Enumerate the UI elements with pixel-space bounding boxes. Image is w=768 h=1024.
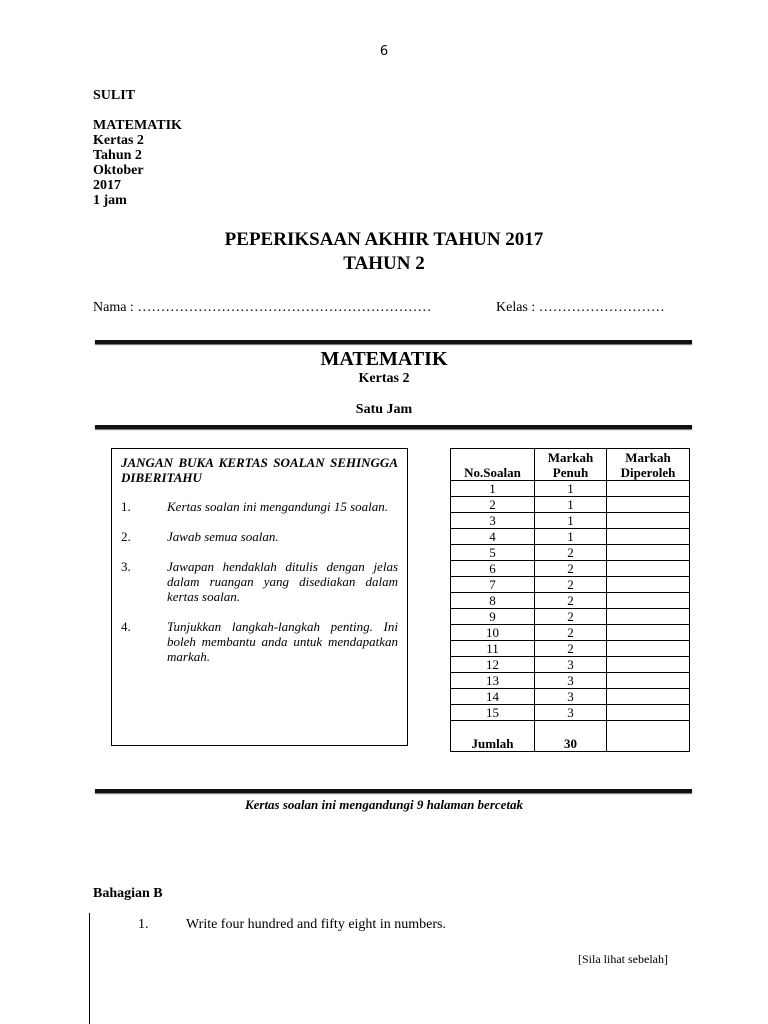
full-marks-cell: 1 xyxy=(535,529,607,545)
exam-title xyxy=(0,228,768,276)
meta-paper: Kertas 2 xyxy=(93,133,144,148)
header-marks-obtained: Markah Diperoleh xyxy=(607,449,690,481)
obtained-marks-cell[interactable] xyxy=(607,673,690,689)
question-text: Write four hundred and fifty eight in numbers. xyxy=(186,917,446,932)
header-full-marks: Markah Penuh xyxy=(535,449,607,481)
instruction-text: Kertas soalan ini mengandungi 15 soalan. xyxy=(167,499,389,514)
obtained-marks-cell[interactable] xyxy=(607,545,690,561)
instruction-text: Jawapan hendaklah ditulis dengan jelas dalam ruangan yang disediakan dalam kertas soalan. xyxy=(167,559,398,604)
full-marks-cell: 2 xyxy=(535,593,607,609)
obtained-marks-cell[interactable] xyxy=(607,705,690,721)
obtained-marks-cell[interactable] xyxy=(607,689,690,705)
meta-year: 2017 xyxy=(93,178,121,193)
instruction-item xyxy=(121,619,398,664)
question-number: 1. xyxy=(138,917,149,932)
exam-title-line1: PEPERIKSAAN AKHIR TAHUN 2017 xyxy=(224,229,544,250)
instruction-number: 1. xyxy=(121,499,131,514)
full-marks-cell: 1 xyxy=(535,481,607,497)
obtained-marks-cell[interactable] xyxy=(607,625,690,641)
class-field[interactable]: Kelas : ……………………… xyxy=(496,300,665,315)
obtained-marks-cell[interactable] xyxy=(607,593,690,609)
instruction-item xyxy=(121,499,398,514)
margin-line xyxy=(89,913,90,1024)
table-row xyxy=(451,577,690,593)
question-number-cell: 2 xyxy=(451,497,535,513)
meta-month: Oktober xyxy=(93,163,144,178)
marks-total-row xyxy=(451,721,690,752)
meta-duration: 1 jam xyxy=(93,193,127,208)
header-question-no: No.Soalan xyxy=(451,449,535,481)
table-row xyxy=(451,561,690,577)
obtained-marks-cell[interactable] xyxy=(607,481,690,497)
subject-duration: Satu Jam xyxy=(355,402,413,417)
question-number-cell: 5 xyxy=(451,545,535,561)
obtained-marks-cell[interactable] xyxy=(607,577,690,593)
instruction-number: 2. xyxy=(121,529,131,544)
subject-title: MATEMATIK xyxy=(320,348,448,370)
name-field[interactable]: Nama : ……………………………………………………… xyxy=(93,300,432,315)
question-number-cell: 11 xyxy=(451,641,535,657)
divider-middle xyxy=(95,425,692,429)
instructions-box xyxy=(111,448,408,746)
table-row xyxy=(451,641,690,657)
obtained-marks-cell[interactable] xyxy=(607,513,690,529)
instruction-text: Jawab semua soalan. xyxy=(167,529,279,544)
divider-bottom xyxy=(95,789,692,793)
question-number-cell: 6 xyxy=(451,561,535,577)
page-number: 6 xyxy=(379,44,389,59)
question-number-cell: 7 xyxy=(451,577,535,593)
obtained-marks-cell[interactable] xyxy=(607,529,690,545)
turn-over-note: [Sila lihat sebelah] xyxy=(578,952,668,966)
table-row xyxy=(451,481,690,497)
table-row xyxy=(451,513,690,529)
obtained-marks-cell[interactable] xyxy=(607,657,690,673)
full-marks-cell: 1 xyxy=(535,513,607,529)
question-number-cell: 12 xyxy=(451,657,535,673)
total-label: Jumlah xyxy=(451,721,535,752)
table-row xyxy=(451,705,690,721)
table-row xyxy=(451,625,690,641)
table-row xyxy=(451,529,690,545)
instruction-item xyxy=(121,559,398,604)
question-number-cell: 1 xyxy=(451,481,535,497)
instruction-number: 3. xyxy=(121,559,131,574)
question-number-cell: 8 xyxy=(451,593,535,609)
obtained-marks-cell[interactable] xyxy=(607,641,690,657)
full-marks-cell: 2 xyxy=(535,577,607,593)
exam-title-line2: TAHUN 2 xyxy=(343,253,425,274)
divider-top xyxy=(95,340,692,344)
meta-year-level: Tahun 2 xyxy=(93,148,142,163)
marks-table-body xyxy=(451,481,690,721)
table-row xyxy=(451,497,690,513)
question-number-cell: 14 xyxy=(451,689,535,705)
question-number-cell: 13 xyxy=(451,673,535,689)
table-row xyxy=(451,545,690,561)
exam-meta xyxy=(93,118,182,208)
meta-subject: MATEMATIK xyxy=(93,118,182,133)
obtained-marks-cell[interactable] xyxy=(607,497,690,513)
table-row xyxy=(451,673,690,689)
full-marks-cell: 3 xyxy=(535,657,607,673)
full-marks-cell: 2 xyxy=(535,545,607,561)
question-number-cell: 3 xyxy=(451,513,535,529)
page-count-note: Kertas soalan ini mengandungi 9 halaman bercetak xyxy=(244,797,524,812)
table-row xyxy=(451,593,690,609)
marks-table-header xyxy=(451,449,690,481)
confidential-label: SULIT xyxy=(93,88,136,103)
instruction-item xyxy=(121,529,398,544)
full-marks-cell: 1 xyxy=(535,497,607,513)
question-number-cell: 9 xyxy=(451,609,535,625)
instructions-heading: JANGAN BUKA KERTAS SOALAN SEHINGGA DIBERITAHU xyxy=(121,455,398,485)
section-title: Bahagian B xyxy=(93,886,163,901)
full-marks-cell: 2 xyxy=(535,625,607,641)
full-marks-cell: 2 xyxy=(535,641,607,657)
full-marks-cell: 2 xyxy=(535,609,607,625)
table-row xyxy=(451,689,690,705)
full-marks-cell: 2 xyxy=(535,561,607,577)
obtained-marks-cell[interactable] xyxy=(607,609,690,625)
full-marks-cell: 3 xyxy=(535,689,607,705)
table-row xyxy=(451,657,690,673)
obtained-marks-cell[interactable] xyxy=(607,561,690,577)
full-marks-cell: 3 xyxy=(535,705,607,721)
question-number-cell: 15 xyxy=(451,705,535,721)
instruction-number: 4. xyxy=(121,619,131,634)
marks-table xyxy=(450,448,690,752)
instructions-list xyxy=(121,499,398,664)
total-value: 30 xyxy=(535,721,607,752)
instruction-text: Tunjukkan langkah-langkah penting. Ini boleh membantu anda untuk mendapatkan markah. xyxy=(167,619,398,664)
total-obtained-cell[interactable] xyxy=(607,721,690,752)
subject-paper: Kertas 2 xyxy=(358,371,410,386)
full-marks-cell: 3 xyxy=(535,673,607,689)
question-number-cell: 4 xyxy=(451,529,535,545)
question-number-cell: 10 xyxy=(451,625,535,641)
table-row xyxy=(451,609,690,625)
